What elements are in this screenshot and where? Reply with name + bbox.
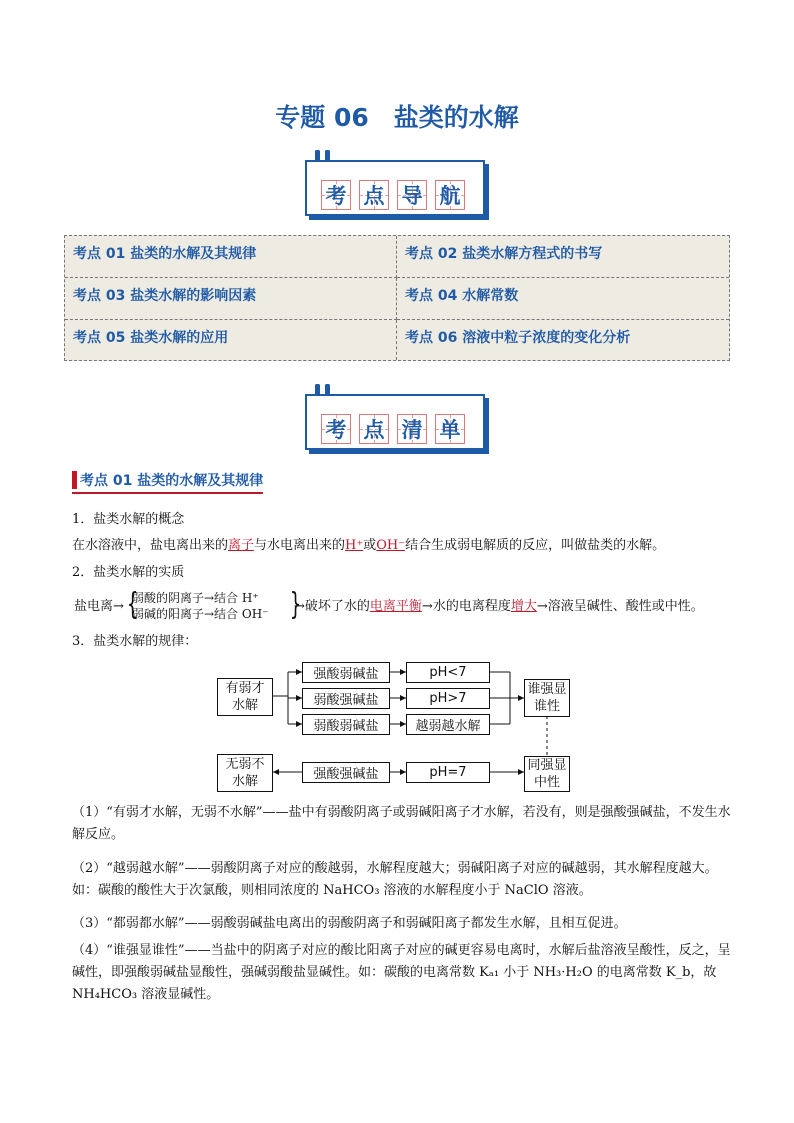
- badge-char: 导: [397, 180, 427, 210]
- nav-item[interactable]: 考点 06 溶液中粒子浓度的变化分析: [405, 330, 631, 346]
- badge-char: 单: [435, 414, 465, 444]
- badge-char: 考: [321, 414, 351, 444]
- paragraph-essence: →破坏了水的电离平衡→水的电离程度增大→溶液呈碱性、酸性或中性。: [294, 599, 704, 614]
- box-yue-ruo-yue-shuijie: 越弱越水解: [406, 714, 490, 735]
- badge-char: 点: [359, 414, 389, 444]
- right-brace: }: [289, 587, 302, 622]
- box-ph-lt-7: pH<7: [406, 662, 490, 683]
- box-weak-acid-strong-base: 弱酸强碱盐: [302, 688, 390, 709]
- box-tong-qiang-xian-zhongxing: 同强显中性: [524, 756, 570, 792]
- box-shui-qiang-xian-shui-xing: 谁强显谁性: [524, 679, 570, 717]
- paragraph-concept: 在水溶液中，盐电离出来的离子与水电离出来的H⁺或OH⁻结合生成弱电解质的反应，叫做盐类的水解。: [72, 538, 666, 553]
- nav-item[interactable]: 考点 03 盐类水解的影响因素: [65, 278, 397, 320]
- rule-4: （4）“谁强显谁性”——当盐中的阴离子对应的酸比阳离子对应的碱更容易电离时，水解后盐溶液呈酸性，反之，呈碱性，即强酸弱碱盐显酸性，强碱弱酸盐显碱性。如：碳酸的电离常数 Kₐ₁ 小于 NH₃·H₂O 的电离常数 K_b，故 NH₄HCO₃ 溶液显碱性。: [72, 943, 731, 1002]
- badge-char: 点: [359, 180, 389, 210]
- box-ph-gt-7: pH>7: [406, 688, 490, 709]
- box-strong-acid-strong-base: 强酸强碱盐: [302, 762, 390, 783]
- badge-char: 航: [435, 180, 465, 210]
- ionization-label: 盐电离→: [74, 599, 124, 614]
- box-wu-ruo-bu-shuijie: 无弱不水解: [217, 754, 273, 792]
- page-title: 专题 06 盐类的水解: [275, 103, 519, 132]
- box-you-ruo-cai-shuijie: 有弱才水解: [217, 678, 273, 716]
- badge-char: 清: [397, 414, 427, 444]
- box-weak-acid-weak-base: 弱酸弱碱盐: [302, 714, 390, 735]
- nav-item[interactable]: 考点 01 盐类的水解及其规律: [65, 236, 397, 278]
- rule-2: （2）“越弱越水解”——弱酸阴离子对应的酸越弱，水解程度越大；弱碱阳离子对应的碱越弱，其水解程度越大。如：碳酸的酸性大于次氯酸，则相同浓度的 NaHCO₃ 溶液的水解程度小于 NaClO 溶液。: [72, 861, 718, 898]
- nav-item[interactable]: 考点 02 盐类水解方程式的书写: [397, 236, 729, 278]
- box-strong-acid-weak-base: 强酸弱碱盐: [302, 662, 390, 683]
- heading-2: 2．盐类水解的实质: [72, 565, 185, 580]
- section-heading: 考点 01 盐类的水解及其规律: [72, 470, 263, 490]
- badge-char: 考: [321, 180, 351, 210]
- box-ph-eq-7: pH=7: [406, 762, 490, 783]
- nav-item[interactable]: 考点 05 盐类水解的应用: [65, 320, 397, 360]
- rule-1: （1）“有弱才水解，无弱不水解”——盐中有弱酸阴离子或弱碱阳离子才水解，若没有，则是强酸强碱盐，不发生水解反应。: [72, 805, 731, 842]
- nav-item[interactable]: 考点 04 水解常数: [397, 278, 729, 320]
- heading-1: 1．盐类水解的概念: [72, 512, 185, 527]
- heading-3: 3．盐类水解的规律：: [72, 634, 198, 649]
- left-brace: {: [126, 587, 139, 622]
- brace-content: 弱酸的阴离子→结合 H⁺ 弱碱的阳离子→结合 OH⁻: [132, 591, 269, 621]
- rule-3: （3）“都弱都水解”——弱酸弱碱盐电离出的弱酸阴离子和弱碱阳离子都发生水解，且相互促进。: [72, 916, 627, 931]
